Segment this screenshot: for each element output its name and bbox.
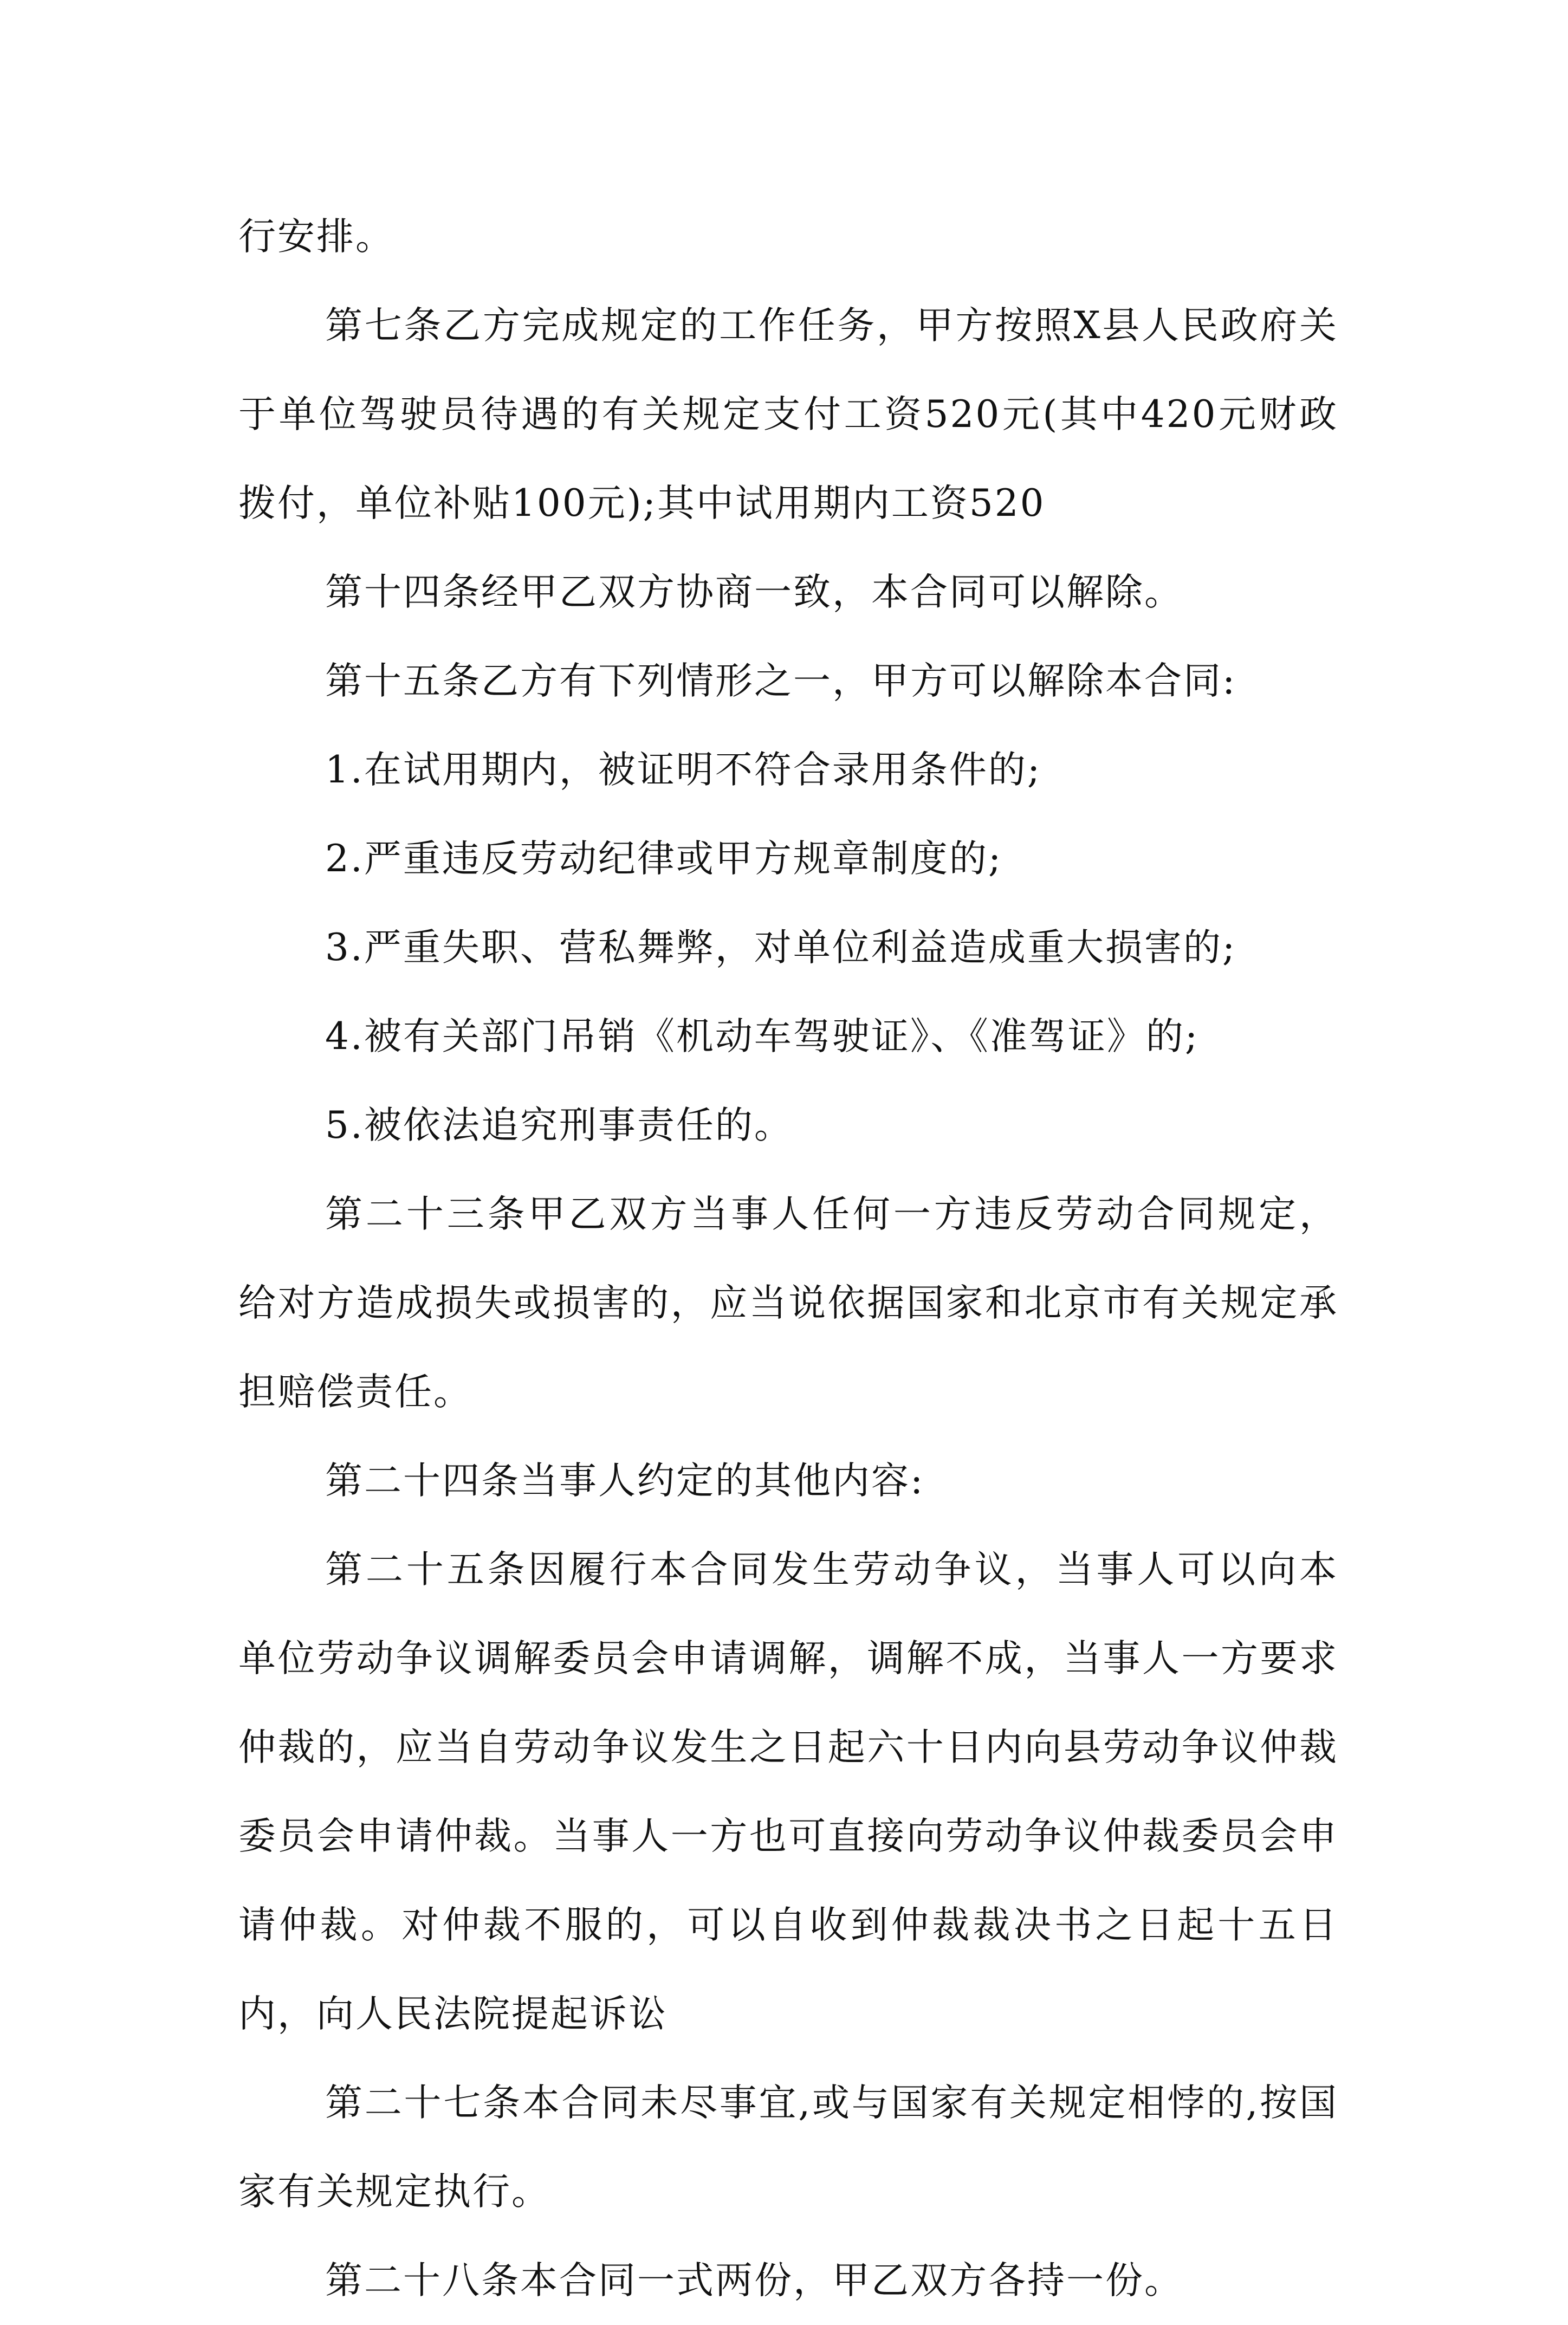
paragraph-article-28: 第二十八条本合同一式两份，甲乙双方各持一份。	[325, 2259, 1183, 2302]
paragraph-continuation: 行安排。	[238, 215, 394, 258]
paragraph-article-27: 第二十七条本合同未尽事宜,或与国家有关规定相悖的,按国家有关规定执行。	[238, 2081, 1338, 2213]
paragraph-article-7: 第七条乙方完成规定的工作任务，甲方按照X县人民政府关于单位驾驶员待遇的有关规定支付工资520元(其中420元财政拨付，单位补贴100元);其中试用期内工资520	[238, 304, 1338, 525]
paragraph-article-14: 第十四条经甲乙双方协商一致，本合同可以解除。	[325, 571, 1183, 614]
list-item-2: 2.严重违反劳动纪律或甲方规章制度的;	[325, 837, 1003, 880]
paragraph-article-23: 第二十三条甲乙双方当事人任何一方违反劳动合同规定，给对方造成损失或损害的，应当说依据国家和北京市有关规定承担赔偿责任。	[238, 1193, 1338, 1414]
paragraph-article-24: 第二十四条当事人约定的其他内容:	[325, 1459, 925, 1502]
paragraph-article-15: 第十五条乙方有下列情形之一，甲方可以解除本合同:	[325, 659, 1237, 703]
contract-text	[238, 192, 1338, 2325]
list-item-5: 5.被依法追究刑事责任的。	[325, 1104, 793, 1147]
list-item-3: 3.严重失职、营私舞弊，对单位利益造成重大损害的;	[325, 926, 1237, 969]
list-item-1: 1.在试用期内，被证明不符合录用条件的;	[325, 748, 1042, 792]
list-item-4: 4.被有关部门吊销《机动车驾驶证》、《准驾证》的;	[325, 1015, 1200, 1058]
paragraph-article-25: 第二十五条因履行本合同发生劳动争议，当事人可以向本单位劳动争议调解委员会申请调解，调解不成，当事人一方要求仲裁的，应当自劳动争议发生之日起六十日内向县劳动争议仲裁委员会申请仲裁。当事人一方也可直接向劳动争议仲裁委员会申请仲裁。对仲裁不服的，可以自收到仲裁裁决书之日起十五日内，向人民法院提起诉讼	[238, 1548, 1338, 2036]
